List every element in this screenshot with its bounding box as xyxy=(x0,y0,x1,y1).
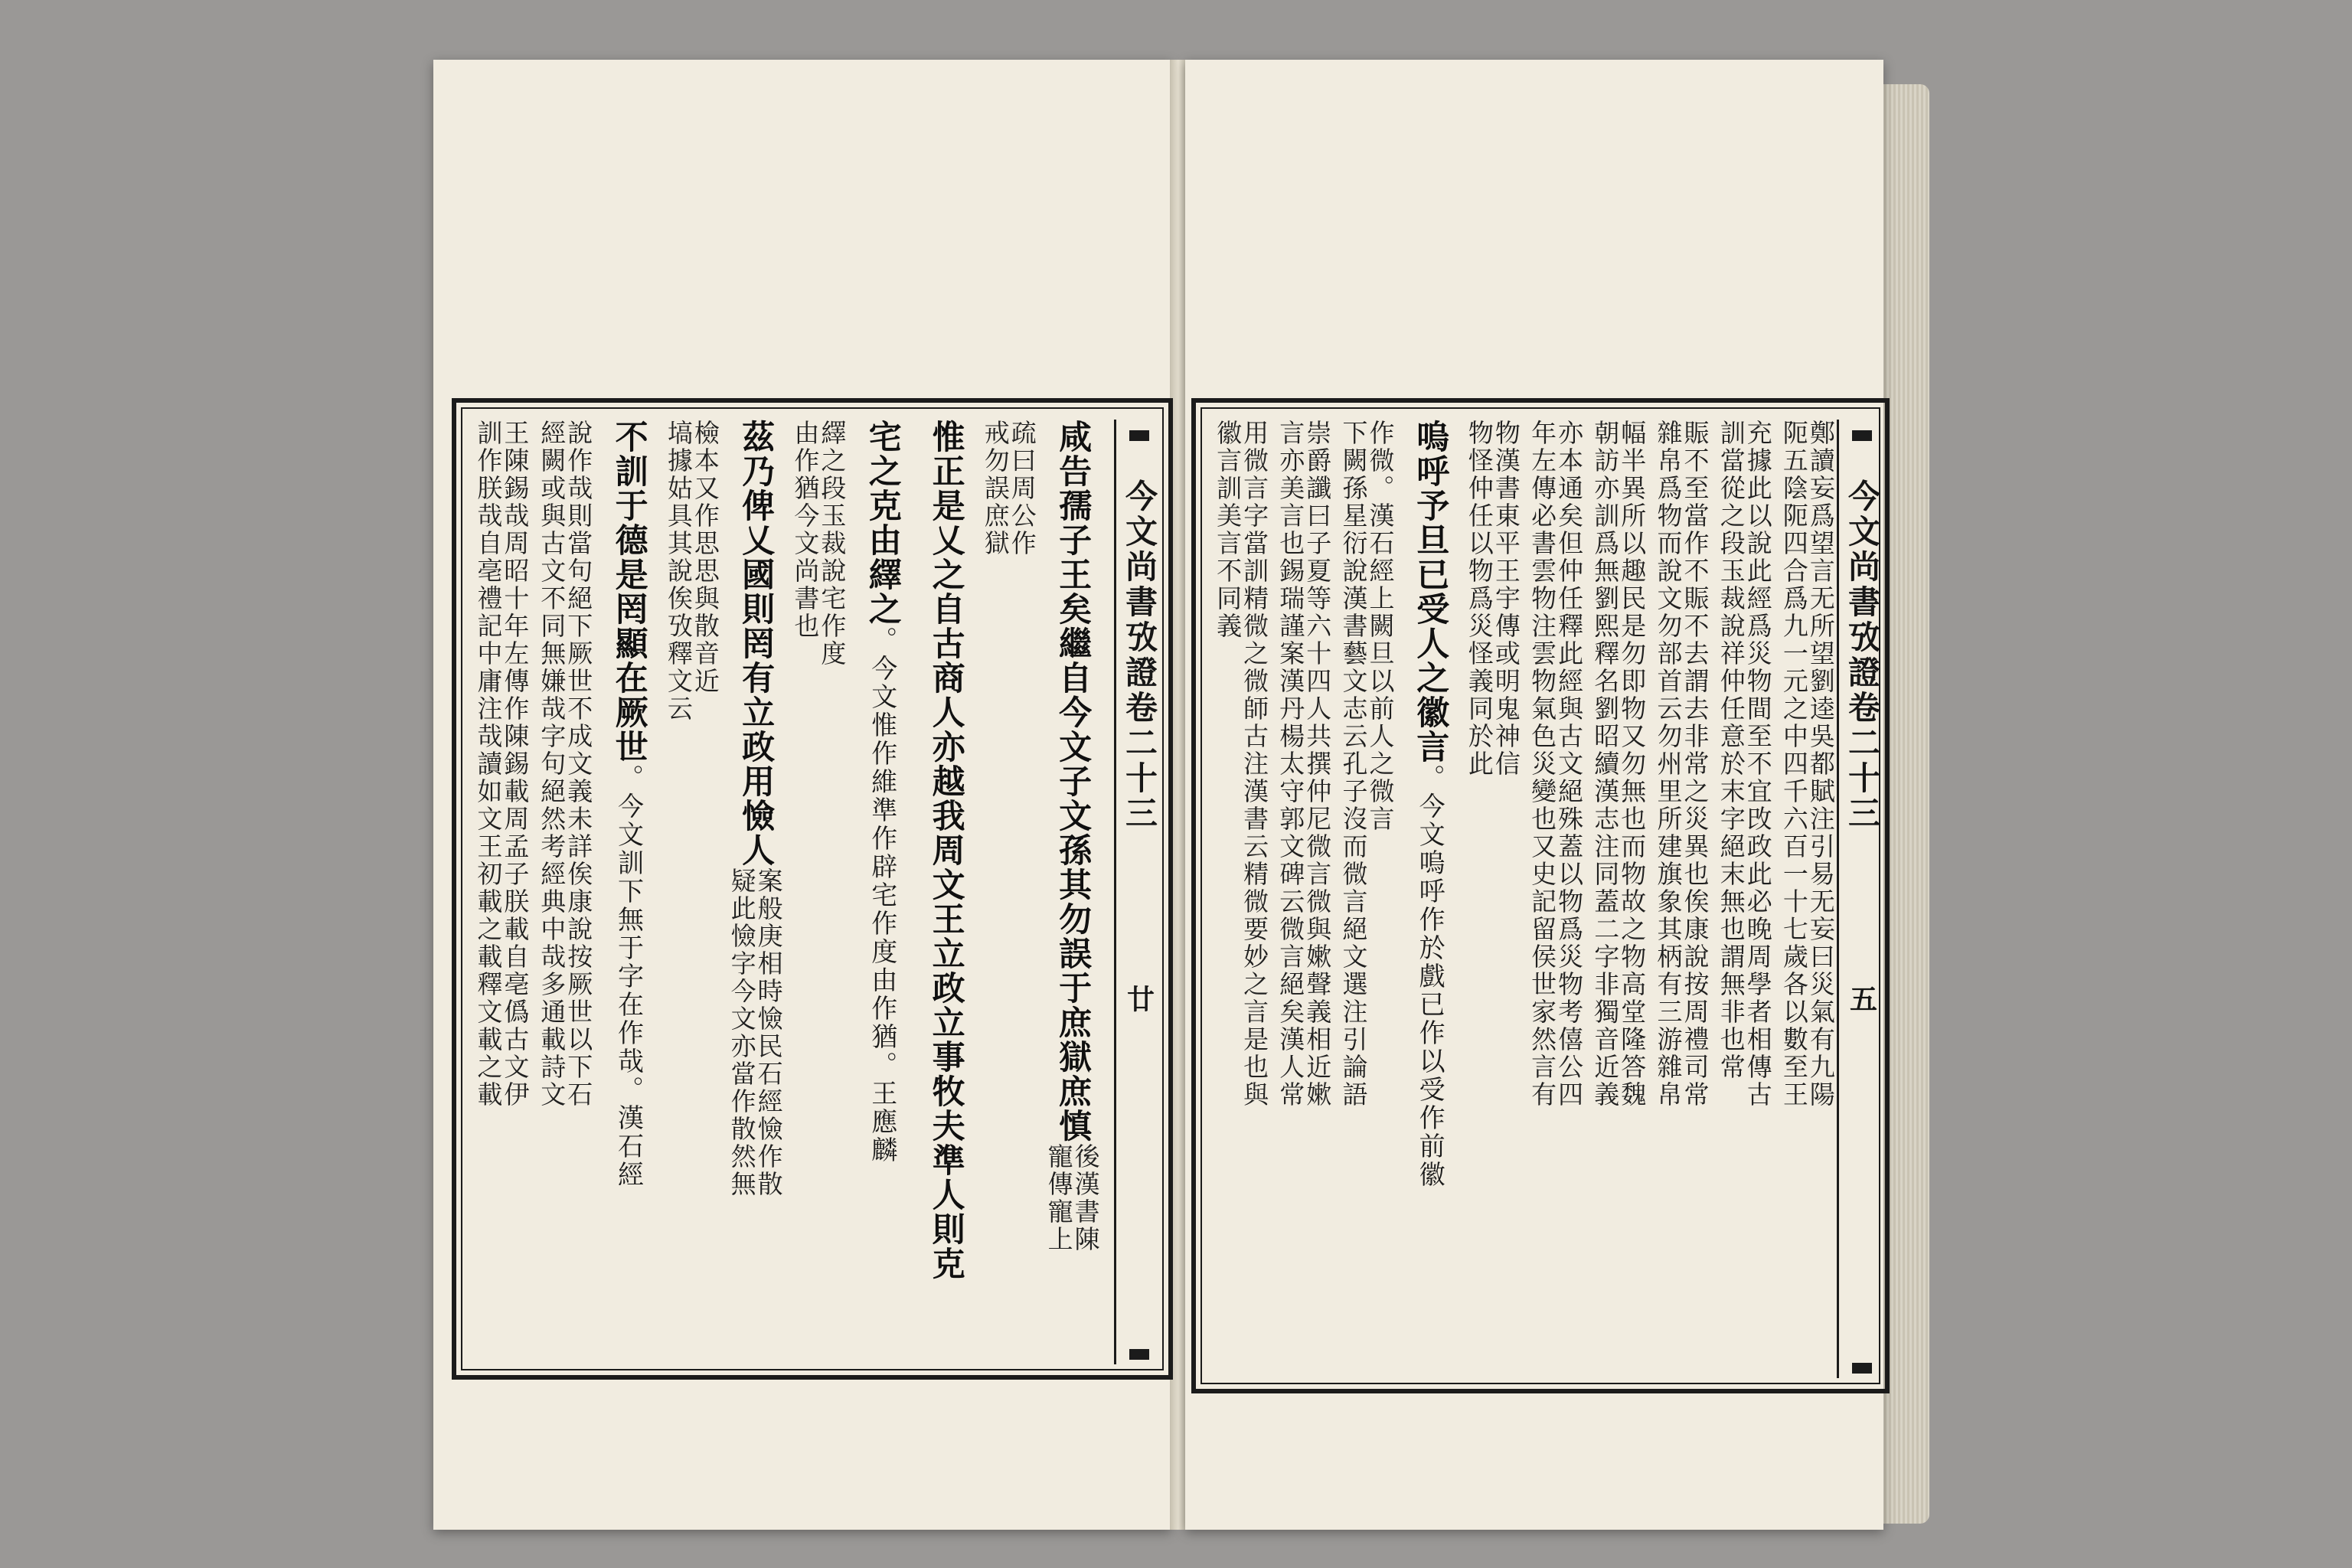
text-column xyxy=(851,420,914,1364)
left-columns xyxy=(470,420,1104,1364)
fish-tail-mark-bottom xyxy=(1129,1318,1149,1360)
commentary-line: 下闕孫星衍說漢書藝文志云孔子沒而微言絕文選注引論語 xyxy=(1338,420,1369,1109)
commentary-line: 繹之段玉裁說宅作度 xyxy=(817,420,848,668)
text-column xyxy=(1335,420,1398,1378)
right-banner-title: 今文尚書攷證卷二十三 xyxy=(1844,479,1881,831)
commentary-line: 言亦美言也錫瑞謹案漢丹楊太守郭文碑云微言絕矣漢人常 xyxy=(1276,420,1306,1109)
text-column xyxy=(1462,420,1524,1378)
commentary-line: 作微。漢石經上闕旦以前人之微言 xyxy=(1365,420,1396,833)
commentary-line: 物怪仲任以物爲災怪義同於此 xyxy=(1464,420,1494,778)
left-page-number: 廿 xyxy=(1122,985,1155,1012)
text-column xyxy=(1776,420,1839,1378)
fish-tail-mark-bottom xyxy=(1852,1332,1872,1374)
classic-text: 嗚呼予旦已受人之徽言 xyxy=(1411,420,1450,764)
commentary-line: 物漢書東平王宇傳或明鬼神信 xyxy=(1491,420,1521,778)
commentary-line: 充據此以說此經爲災物間至不宜攺政此必晚周學者相傳古 xyxy=(1743,420,1773,1109)
right-columns xyxy=(1210,420,1839,1378)
text-column xyxy=(1650,420,1713,1378)
classic-text: 惟正是乂之自古商人亦越我周文王立政立事牧夫準人則克 xyxy=(926,420,965,1281)
classic-text: 宅之克由繹之 xyxy=(863,420,902,626)
commentary-line: 徽言訓美言不同義 xyxy=(1213,420,1243,640)
text-column xyxy=(1272,420,1335,1378)
commentary-line: 朝訪亦訓爲無劉熙釋名劉昭續漢志注同蓋二字非獨音近義 xyxy=(1590,420,1621,1109)
classic-text: 咸告孺子王矣繼自今文子文孫其勿誤于庶獄庶慎 xyxy=(1054,420,1093,1143)
classic-text: 不訓于德是罔顯在厥世 xyxy=(609,420,648,764)
commentary-text: 。今文惟作維準作辟宅作度由作猶。王應麟 xyxy=(866,626,897,1165)
commentary-line: 用微言字當訓精微之微師古注漢書云精微要妙之言是也與 xyxy=(1240,420,1270,1109)
right-text-frame xyxy=(1191,398,1890,1393)
text-column xyxy=(977,420,1040,1364)
commentary-text: 。今文嗚呼作於戲已作以受作前徽 xyxy=(1414,764,1446,1189)
text-column xyxy=(724,420,787,1364)
left-banner-title: 今文尚書攷證卷二十三 xyxy=(1121,479,1158,831)
commentary-line: 亦本通矣但仲任釋此經與古文絕殊蓋以物爲災物考僖公四 xyxy=(1554,420,1585,1109)
commentary-line: 由作猶今文尚書也 xyxy=(790,420,821,640)
commentary-line: 戒勿誤庶獄 xyxy=(980,420,1011,557)
commentary-line: 疏曰周公作 xyxy=(1007,420,1037,557)
commentary-line: 鄭讀妄爲望言无所望劉逵吳都賦注引易无妄曰災氣有九陽 xyxy=(1805,420,1836,1109)
classic-text: 茲乃俾乂國則罔有立政用憸人 xyxy=(737,420,776,867)
text-column xyxy=(1399,420,1462,1378)
commentary-line: 訓當從之段玉裁說祥仲任意於末字絕末無也謂無非也常 xyxy=(1716,420,1746,1081)
commentary-line: 阨五陰阨四合爲九一元之中四千六百一十七歲各以數至王 xyxy=(1779,420,1809,1109)
commentary-line: 王陳錫哉周昭十年左傳作陳錫載周孟子朕載自亳僞古文伊 xyxy=(500,420,531,1109)
commentary-line: 後漢書陳 xyxy=(1070,1143,1101,1253)
right-banner-column xyxy=(1837,420,1885,1378)
commentary-text: 。今文訓下無于字在作哉。漢石經 xyxy=(612,764,644,1189)
commentary-line: 寵傳寵上 xyxy=(1044,1143,1074,1253)
text-column xyxy=(1524,420,1587,1378)
left-banner-column xyxy=(1114,420,1162,1364)
text-column xyxy=(470,420,534,1364)
commentary-line: 檢本又作思思與散音近 xyxy=(690,420,720,695)
text-column xyxy=(1713,420,1776,1378)
commentary-line: 案般庚相時憸民石經憸作散 xyxy=(753,867,784,1198)
fish-tail-mark-top xyxy=(1852,430,1872,472)
commentary-line: 幅半異所以趣民是勿即物又勿無也而物故之物高堂隆答魏 xyxy=(1617,420,1648,1109)
text-column xyxy=(1587,420,1650,1378)
commentary-line: 崇爵讖曰子夏等六十四人共撰仲尼微言微與嫰聲義相近嫰 xyxy=(1302,420,1333,1109)
text-column xyxy=(787,420,851,1364)
commentary-line: 經闕或與古文不同無嫌哉字句絕然考經典中哉多通載詩文 xyxy=(537,420,567,1109)
text-column xyxy=(534,420,597,1364)
text-column xyxy=(1040,420,1104,1364)
fish-tail-mark-top xyxy=(1129,430,1149,472)
text-column xyxy=(660,420,724,1364)
text-column xyxy=(597,420,661,1364)
left-text-frame xyxy=(452,398,1173,1380)
text-column xyxy=(914,420,978,1364)
commentary-line: 雜帛爲物而說文勿部首云勿州里所建旗象其柄有三游雜帛 xyxy=(1653,420,1684,1109)
commentary-line: 疑此憸字今文亦當作散然無 xyxy=(727,867,757,1198)
commentary-line: 賑不至當作不賑不去謂去非常之災異也俟康說按周禮司常 xyxy=(1680,420,1710,1109)
commentary-line: 年左傳必書雲物注雲物氣色災變也又史記留侯世家然言有 xyxy=(1527,420,1558,1109)
commentary-line: 訓作朕哉自亳禮記中庸注哉讀如文王初載之載釋文載之載 xyxy=(473,420,504,1109)
commentary-line: 塙據姑具其說俟攷釋文云 xyxy=(663,420,694,723)
right-page-number: 五 xyxy=(1845,985,1878,1012)
text-column xyxy=(1210,420,1272,1378)
commentary-line: 說作哉則當句絕下厥世不成文義未詳俟康說按厥世以下石 xyxy=(564,420,594,1109)
